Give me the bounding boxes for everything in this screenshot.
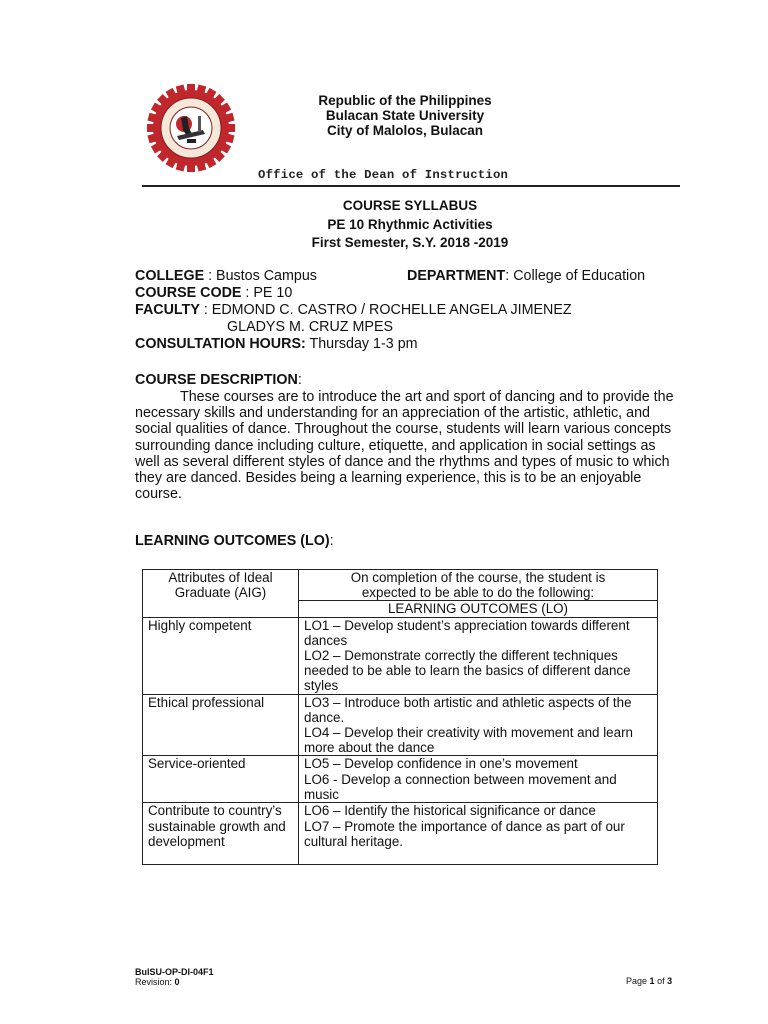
outcome-item: LO7 – Promote the importance of dance as part of our cultural heritage.	[304, 818, 625, 849]
table-header-row	[143, 570, 658, 601]
learning-outcomes-heading: LEARNING OUTCOMES (LO):	[135, 533, 334, 549]
university-logo	[147, 84, 235, 172]
header-line-republic: Republic of the Philippines	[318, 93, 492, 108]
header-line-city: City of Malolos, Bulacan	[326, 123, 484, 138]
attribute-cell: Service-oriented	[143, 756, 299, 803]
outcome-item: LO1 – Develop student’s appreciation towards different dances	[304, 617, 630, 648]
title-semester: First Semester, S.Y. 2018 -2019	[311, 235, 509, 250]
page-of: of	[657, 976, 665, 986]
faculty-row: FACULTY : EDMOND C. CASTRO / ROCHELLE ANGELA JIMENEZ	[135, 302, 572, 318]
title-course-syllabus: COURSE SYLLABUS	[342, 198, 478, 213]
college-value: Bustos Campus	[216, 268, 317, 284]
table-row	[143, 694, 658, 756]
outcome-item: LO6 – Identify the historical significance or dance	[304, 803, 596, 819]
outcome-item: LO4 – Develop their creativity with movement and learn more about the dance	[304, 725, 633, 756]
revision-info	[135, 977, 214, 987]
outcome-item: LO2 – Demonstrate correctly the different techniques needed to be able to learn the basics of different dance styles	[304, 648, 631, 694]
table-row	[143, 617, 658, 694]
outcomes-cell	[299, 694, 658, 756]
office-name: Office of the Dean of Instruction	[258, 168, 509, 182]
outcomes-cell	[299, 803, 658, 865]
outcomes-cell	[299, 756, 658, 803]
faculty-row-2	[135, 319, 695, 336]
document-code: BulSU-OP-DI-04F1	[135, 967, 214, 977]
page-label: Page	[626, 976, 648, 986]
header-line-university: Bulacan State University	[325, 108, 485, 123]
consultation-row	[135, 336, 695, 353]
page-total: 3	[667, 976, 673, 986]
course-code-row: COURSE CODE : PE 10	[135, 285, 293, 301]
outcome-item: LO3 – Introduce both artistic and athletic aspects of the dance.	[304, 694, 632, 725]
college-row: COLLEGE : Bustos Campus DEPARTMENT: College of Education	[135, 268, 646, 284]
revision-value: 0	[174, 977, 180, 987]
faculty-line2: GLADYS M. CRUZ MPES	[227, 319, 394, 335]
revision-label: Revision:	[135, 977, 173, 987]
department-field: DEPARTMENT: College of Education	[407, 268, 646, 284]
outcomes-cell	[299, 617, 658, 694]
table-row	[143, 756, 658, 803]
header-learning-outcomes: LEARNING OUTCOMES (LO)	[299, 601, 658, 617]
course-description-heading: COURSE DESCRIPTION:	[135, 372, 302, 388]
learning-outcomes-table	[142, 569, 658, 865]
course-code-label: COURSE CODE	[135, 285, 242, 301]
consultation-label: CONSULTATION HOURS:	[135, 336, 306, 352]
header-attributes: Attributes of Ideal Graduate (AIG)	[143, 570, 299, 618]
header-divider	[142, 185, 680, 187]
course-code-value: PE 10	[253, 285, 293, 301]
course-info	[135, 268, 695, 353]
college-label: COLLEGE	[135, 268, 205, 284]
page-number	[626, 976, 672, 986]
faculty-line1: EDMOND C. CASTRO / ROCHELLE ANGELA JIMENEZ	[211, 302, 572, 318]
university-seal-icon	[147, 84, 235, 172]
title-course-name: PE 10 Rhythmic Activities	[327, 216, 493, 232]
table-row	[143, 803, 658, 865]
outcome-item: LO6 - Develop a connection between movement and music	[304, 771, 617, 802]
faculty-label: FACULTY	[135, 302, 200, 318]
outcome-item: LO5 – Develop confidence in one’s movement	[304, 756, 578, 772]
department-value: College of Education	[513, 268, 646, 284]
department-label: DEPARTMENT	[407, 268, 506, 284]
attribute-cell: Ethical professional	[143, 694, 299, 756]
document-title	[200, 197, 620, 253]
header-completion: On completion of the course, the student is expected to be able to do the following:	[299, 570, 658, 601]
consultation-value: Thursday 1-3 pm	[309, 336, 418, 352]
course-description-text: These courses are to introduce the art and sport of dancing and to provide the necessary skills and understanding for an appreciation of the artistic, athletic, and social qualities of dance. Throughout the course, students will learn various concepts surrounding dance including culture, etiquette, and application in social settings as well as several different styles of dance and the rhythms and types of music to which they are danced. Besides being a learning experience, this is to be an enjoyable course.	[135, 389, 674, 503]
footer-document-info	[135, 967, 214, 987]
institution-header	[255, 93, 555, 138]
attribute-cell: Highly competent	[143, 617, 299, 694]
page-current: 1	[649, 976, 655, 986]
attribute-cell: Contribute to country’s sustainable growth and development	[143, 803, 299, 865]
